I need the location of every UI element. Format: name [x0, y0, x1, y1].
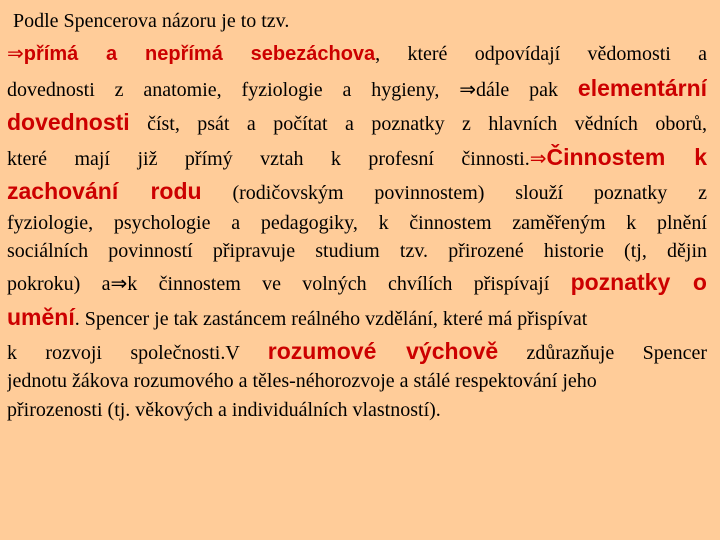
line-12-text: jednotu žákova rozumového a těles-néhorozvoje a stálé respektování jeho — [7, 370, 597, 392]
highlight-rational-education: rozumové výchově — [267, 338, 499, 364]
implies-arrow-icon: ⇒ — [7, 41, 24, 65]
line-13 — [7, 395, 707, 425]
highlight-primary-self-preservation: přímá a nepřímá sebezáchova — [23, 43, 376, 65]
line-3-text: dovednosti z anatomie, fyziologie a hygieny, — [7, 79, 460, 101]
line-11-text: k rozvoji společnosti.V — [7, 342, 268, 364]
highlight-skills: dovednosti — [7, 109, 130, 135]
line-3 — [7, 73, 707, 105]
line-1 — [13, 6, 707, 36]
line-4-text: číst, psát a počítat a poznatky z hlavních vědních oborů, — [129, 113, 707, 135]
line-7-text: fyziologie, psychologie a pedagogiky, k činnostem zaměřeným k plnění — [7, 212, 707, 234]
implies-arrow-icon: ⇒ — [529, 146, 547, 170]
line-8-text: sociálních povinností připravuje studium tzv. přirozené historie (tj, dějin — [7, 240, 707, 262]
line-6 — [7, 176, 707, 208]
line-3-text-2: dále pak — [475, 79, 578, 101]
line-9-text: pokroku) a — [7, 273, 111, 295]
highlight-activities: Činnostem k — [546, 144, 707, 170]
line-11-text-2: zdůrazňuje Spencer — [498, 342, 707, 364]
line-7 — [7, 208, 707, 238]
highlight-preservation-of-kind: zachování rodu — [7, 178, 202, 204]
line-1-text: Podle Spencerova názoru je to tzv. — [13, 10, 290, 32]
line-13-text: přirozenosti (tj. věkových a individuálních vlastností). — [7, 399, 441, 421]
line-9 — [7, 267, 707, 299]
line-2 — [7, 38, 707, 69]
line-6-text: (rodičovským povinnostem) slouží poznatky z — [201, 182, 707, 204]
implies-arrow-icon: ⇒ — [110, 271, 128, 295]
line-2-text: , které odpovídají vědomosti a — [375, 43, 707, 65]
line-8 — [7, 236, 707, 266]
highlight-art: umění — [7, 304, 75, 330]
line-5 — [7, 142, 707, 174]
line-4 — [7, 107, 707, 139]
line-9-text-2: k činnostem ve volných chvílích přispívají — [127, 273, 571, 295]
line-5-text: které mají již přímý vztah k profesní činnosti. — [7, 148, 530, 170]
line-10 — [7, 302, 707, 334]
implies-arrow-icon: ⇒ — [459, 77, 476, 101]
line-12 — [7, 366, 707, 396]
line-11 — [7, 336, 707, 368]
line-10-text: . Spencer je tak zastáncem reálného vzdělání, které má přispívat — [74, 308, 588, 330]
slide-text — [7, 6, 707, 534]
highlight-knowledge-of: poznatky o — [570, 269, 707, 295]
highlight-elementary: elementární — [577, 75, 707, 101]
